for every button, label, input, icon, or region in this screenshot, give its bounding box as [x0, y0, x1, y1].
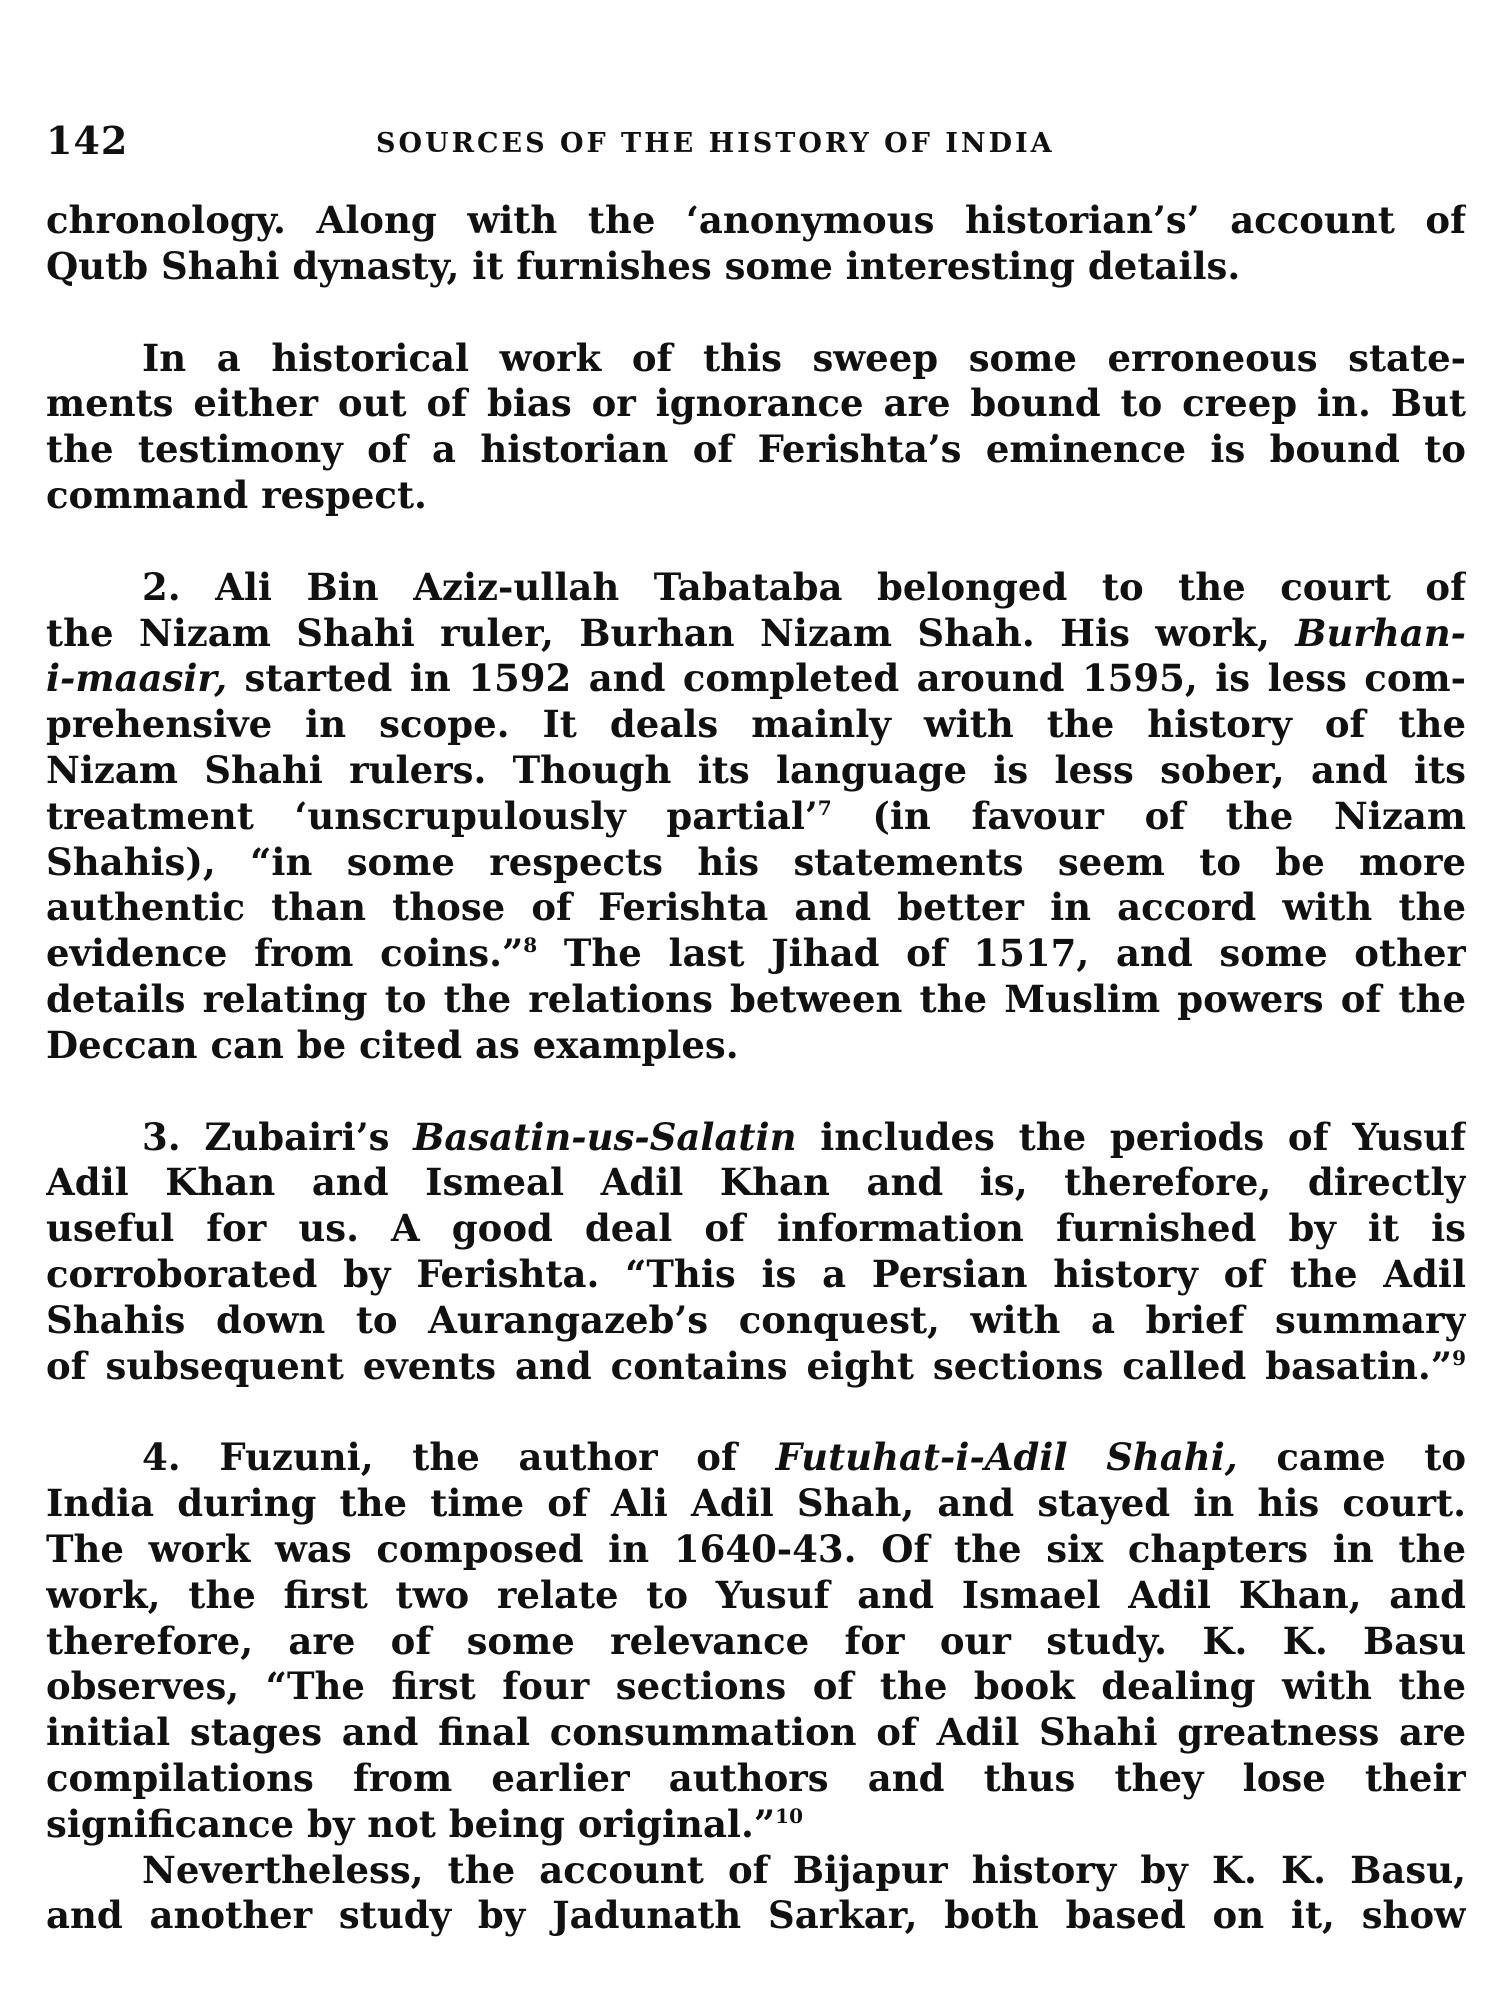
- text-line: Nizam Shahi rulers. Though its language is less sober, and its: [46, 747, 1466, 792]
- text-line: Deccan can be cited as examples.: [46, 1022, 739, 1067]
- text-line: [46, 1115, 1466, 1161]
- text-run: 4. Fuzuni, the author of: [142, 1435, 776, 1480]
- text-line: details relating to the relations between the Muslim powers of the: [46, 976, 1466, 1021]
- text-line: and another study by Jadunath Sarkar, both based on it, show: [46, 1893, 1466, 1938]
- text-line: corroborated by Ferishta. “This is a Persian history of the Adil: [46, 1251, 1466, 1296]
- text-line: therefore, are of some relevance for our study. K. K. Basu: [46, 1618, 1466, 1663]
- text-run: the Nizam Shahi ruler, Burhan Nizam Shah. His work,: [46, 610, 1296, 655]
- text-line: The work was composed in 1640-43. Of the six chapters in the: [46, 1526, 1466, 1571]
- text-line: 2. Ali Bin Aziz-ullah Tabataba belonged to the court of: [142, 564, 1466, 609]
- footnote-marker: 9: [1452, 1345, 1466, 1370]
- text-line: [46, 611, 1466, 657]
- text-line: observes, “The first four sections of the book dealing with the: [46, 1664, 1466, 1709]
- text-line: authentic than those of Ferishta and better in accord with the: [46, 885, 1466, 930]
- page-header: [46, 118, 1466, 168]
- text-line: prehensive in scope. It deals mainly with the history of the: [46, 702, 1466, 747]
- work-title-italic: Burhan-: [1295, 610, 1466, 655]
- work-title-italic: Basatin-us-Salatin: [413, 1114, 797, 1159]
- work-title-italic: i-maasir,: [46, 656, 228, 701]
- paragraph-futuhat-i-adil-shahi: [46, 1435, 1466, 1847]
- text-line: Adil Khan and Ismeal Adil Khan and is, therefore, directly: [46, 1160, 1466, 1205]
- text-run: 3. Zubairi’s: [142, 1114, 414, 1159]
- text-line: work, the first two relate to Yusuf and Ismael Adil Khan, and: [46, 1572, 1466, 1617]
- text-run: started in 1592 and completed around 1595, is less com-: [227, 656, 1466, 701]
- paragraph-burhan-i-maasir: [46, 565, 1466, 1069]
- work-title-italic: Futuhat-i-Adil Shahi,: [775, 1435, 1238, 1480]
- paragraph-basatin-us-salatin: [46, 1115, 1466, 1390]
- text-line: [46, 656, 1466, 702]
- paragraph-continuation: [46, 198, 1466, 290]
- text-line: Qutb Shahi dynasty, it furnishes some interesting details.: [46, 243, 1241, 288]
- footnote-marker: 7: [817, 795, 832, 820]
- text-line: [46, 1802, 1466, 1848]
- text-run: came to: [1237, 1435, 1466, 1480]
- body-text: [46, 198, 1466, 1939]
- text-run: The last Jihad of 1517, and some other: [537, 931, 1466, 976]
- text-line: compilations from earlier authors and thus they lose their: [46, 1755, 1466, 1800]
- text-line: [46, 931, 1466, 977]
- text-line: India during the time of Ali Adil Shah, and stayed in his court.: [46, 1481, 1466, 1526]
- text-line: Shahis), “in some respects his statements seem to be more: [46, 839, 1466, 884]
- text-run: of subsequent events and contains eight sections called basatin.”: [46, 1343, 1453, 1388]
- text-run: includes the periods of Yusuf: [796, 1114, 1466, 1159]
- text-line: [46, 794, 1466, 840]
- text-line: initial stages and final consummation of Adil Shahi greatness are: [46, 1710, 1466, 1755]
- text-run: significance by not being original.”: [46, 1801, 776, 1846]
- paragraph-ferishta-assessment: [46, 336, 1466, 519]
- text-line: [46, 1435, 1466, 1481]
- page-number: 142: [46, 118, 129, 163]
- text-line: Shahis down to Aurangazeb’s conquest, with a brief summary: [46, 1297, 1466, 1342]
- text-line: the testimony of a historian of Ferishta’s eminence is bound to: [46, 427, 1466, 472]
- paragraph-nevertheless: [46, 1848, 1466, 1940]
- text-run: (in favour of the Nizam: [831, 793, 1466, 838]
- text-run: evidence from coins.”: [46, 931, 524, 976]
- footnote-marker: 8: [523, 933, 538, 958]
- footnote-marker: 10: [775, 1803, 803, 1828]
- text-line: In a historical work of this sweep some erroneous state-: [142, 335, 1466, 380]
- text-line: Nevertheless, the account of Bijapur history by K. K. Basu,: [142, 1847, 1466, 1892]
- text-line: [46, 1344, 1466, 1390]
- text-line: command respect.: [46, 472, 427, 517]
- text-run: treatment ‘unscrupulously partial’: [46, 793, 818, 838]
- text-line: chronology. Along with the ‘anonymous historian’s’ account of: [46, 198, 1466, 242]
- running-title: SOURCES OF THE HISTORY OF INDIA: [376, 128, 1055, 159]
- text-line: useful for us. A good deal of information furnished by it is: [46, 1206, 1466, 1251]
- text-line: ments either out of bias or ignorance are bound to creep in. But: [46, 381, 1466, 426]
